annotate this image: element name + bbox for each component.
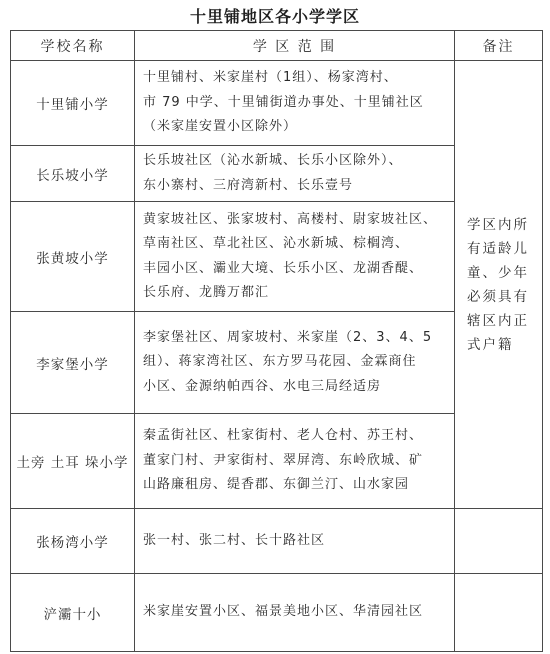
note-cell [455, 61, 543, 509]
district-line: 长乐府、龙腾万都汇 [143, 285, 270, 300]
district-line: 山路廉租房、缇香郡、东御兰汀、山水家园 [143, 477, 410, 493]
district-line: 米家崖安置小区、福景美地小区、华清园社区 [143, 604, 424, 620]
district-range [135, 312, 455, 414]
district-range [135, 202, 455, 312]
district-line: 东小寨村、三府湾新村、长乐壹号 [143, 177, 354, 193]
school-name: 张黄坡小学 [11, 202, 135, 312]
note-line: 有适龄儿 [467, 240, 529, 257]
school-name: 李家堡小学 [11, 312, 135, 414]
district-line: 秦孟街社区、杜家街村、老人仓村、苏王村、 [143, 428, 424, 444]
school-name: 土旁 土耳 垛小学 [11, 414, 135, 509]
district-range [135, 414, 455, 509]
table-row [11, 61, 543, 146]
table-row [11, 509, 543, 574]
district-line: 组）、蒋家湾社区、东方罗马花园、金霖商住 [143, 354, 417, 370]
district-line: 十里铺村、米家崖村（1组）、杨家湾村、 [143, 70, 398, 86]
note-line: 学区内所 [467, 216, 529, 233]
school-district-table [10, 30, 543, 652]
district-range [135, 574, 455, 652]
district-line: 张一村、张二村、长十路社区 [143, 532, 326, 548]
district-line: （米家崖安置小区除外） [143, 119, 298, 135]
header-note: 备注 [455, 31, 543, 61]
district-line: 小区、金源纳帕西谷、水电三局经适房 [143, 378, 382, 394]
district-line: 长乐坡社区（沁水新城、长乐小区除外）、 [143, 153, 403, 168]
header-district-range: 学 区 范 围 [135, 31, 455, 61]
note-cell-empty [455, 509, 543, 574]
note-line: 童、少年 [467, 264, 529, 281]
note-line: 必须具有 [467, 288, 529, 305]
note-line: 式户籍 [467, 336, 514, 353]
note-cell-empty [455, 574, 543, 652]
district-line: 草南社区、草北社区、沁水新城、棕榈湾、 [143, 236, 410, 251]
school-name: 张杨湾小学 [11, 509, 135, 574]
table-header-row [11, 31, 543, 61]
district-line: 黄家坡社区、张家坡村、高楼村、尉家坡社区、 [143, 211, 438, 227]
district-range [135, 509, 455, 574]
district-line: 丰园小区、灞业大境、长乐小区、龙湖香醍、 [143, 260, 424, 276]
school-name: 浐灞十小 [11, 574, 135, 652]
table-row [11, 574, 543, 652]
note-line: 辖区内正 [467, 312, 529, 329]
header-school-name: 学校名称 [11, 31, 135, 61]
district-line: 李家堡社区、周家坡村、米家崖（2、3、4、5 [143, 329, 433, 345]
district-range [135, 61, 455, 146]
district-line: 董家门村、尹家街村、翠屏湾、东岭欣城、矿 [143, 452, 424, 468]
school-name: 长乐坡小学 [11, 146, 135, 202]
district-range [135, 146, 455, 202]
district-line: 市 79 中学、十里铺街道办事处、十里铺社区 [143, 94, 424, 110]
page-title: 十里铺地区各小学学区 [189, 7, 360, 26]
school-name: 十里铺小学 [11, 61, 135, 146]
